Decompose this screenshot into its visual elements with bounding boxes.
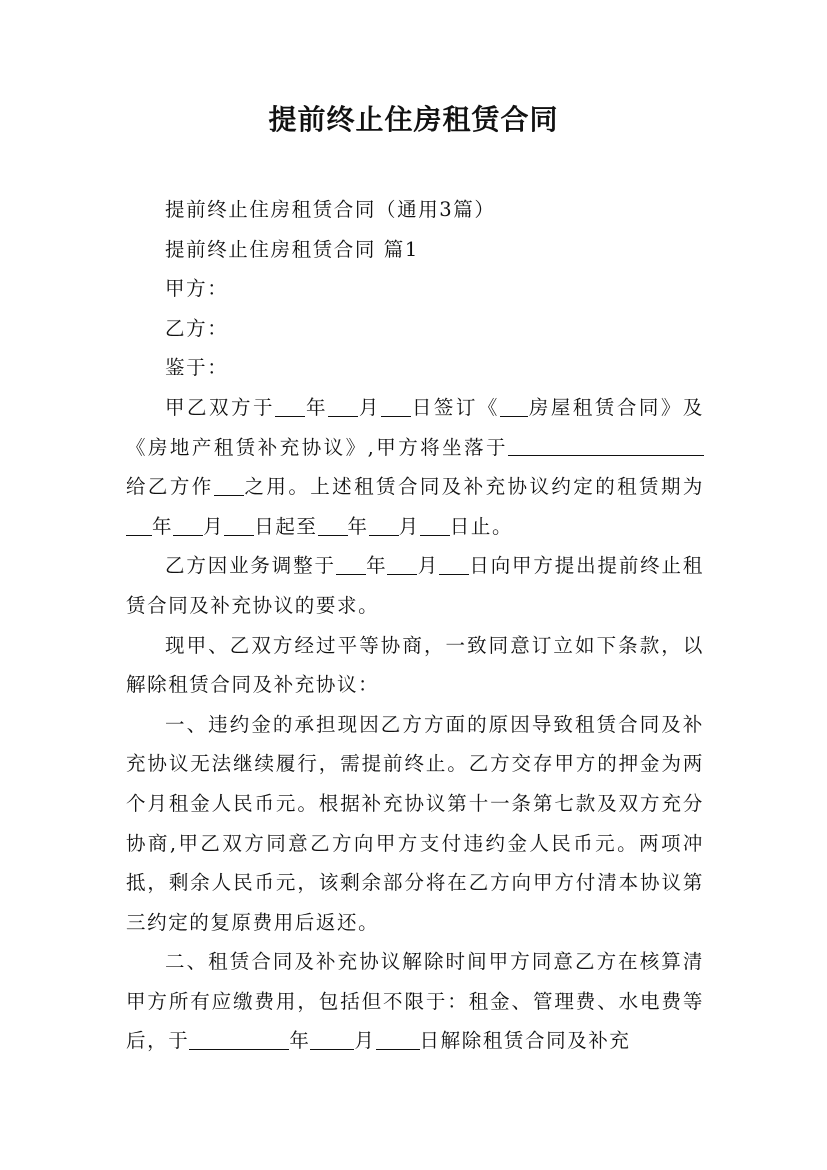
blank-line: [369, 514, 399, 535]
document-title: 提前终止住房租赁合同: [268, 103, 559, 136]
blank-line: [310, 1029, 354, 1050]
whereas-label: 鉴于：: [165, 356, 229, 380]
blank-line: [214, 475, 244, 496]
blank-line: [439, 554, 469, 575]
blank-line: [318, 514, 348, 535]
document-subtitle: 提前终止住房租赁合同（通用3篇）: [165, 198, 496, 221]
document-body: [126, 190, 704, 1061]
blank-line: [336, 554, 366, 575]
blank-line: [387, 554, 417, 575]
party-b-label: 乙方：: [165, 316, 229, 340]
blank-line: [328, 395, 358, 416]
blank-line: [224, 514, 254, 535]
paragraph-signing: 甲乙双方于 年 月 日签订《 房屋租赁合同》及《房地产租赁补充协议》,甲方将坐落于给乙方作 之用。上述租赁合同及补充协议约定的租赁期为年 月 日起至 年 月 日止。: [126, 395, 704, 538]
blank-line: [381, 395, 411, 416]
blank-line: [508, 435, 704, 456]
blank-line: [275, 395, 305, 416]
section-heading: 提前终止住房租赁合同 篇1: [165, 237, 419, 261]
blank-line: [126, 514, 152, 535]
paragraph-clause-2: 二、租赁合同及补充协议解除时间甲方同意乙方在核算清甲方所有应缴费用，包括但不限于：租金、管理费、水电费等后，于 年 月 日解除租赁合同及补充: [126, 950, 704, 1053]
paragraph-clause-1: 一、违约金的承担现因乙方方面的原因导致租赁合同及补充协议无法继续履行，需提前终止。乙方交存甲方的押金为两个月租金人民币元。根据补充协议第十一条第七款及双方充分协商,甲乙双方同意乙方向甲方支付违约金人民币元。两项冲抵，剩余人民币元，该剩余部分将在乙方向甲方付清本协议第三约定的复原费用后返还。: [126, 712, 704, 934]
blank-line: [500, 395, 528, 416]
paragraph-agreement: 现甲、乙双方经过平等协商，一致同意订立如下条款，以解除租赁合同及补充协议：: [126, 633, 704, 697]
blank-line: [420, 514, 450, 535]
blank-line: [376, 1029, 420, 1050]
paragraph-request: 乙方因业务调整于 年 月 日向甲方提出提前终止租赁合同及补充协议的要求。: [126, 554, 704, 617]
blank-line: [189, 1029, 289, 1050]
blank-line: [173, 514, 203, 535]
party-a-label: 甲方：: [165, 277, 229, 301]
